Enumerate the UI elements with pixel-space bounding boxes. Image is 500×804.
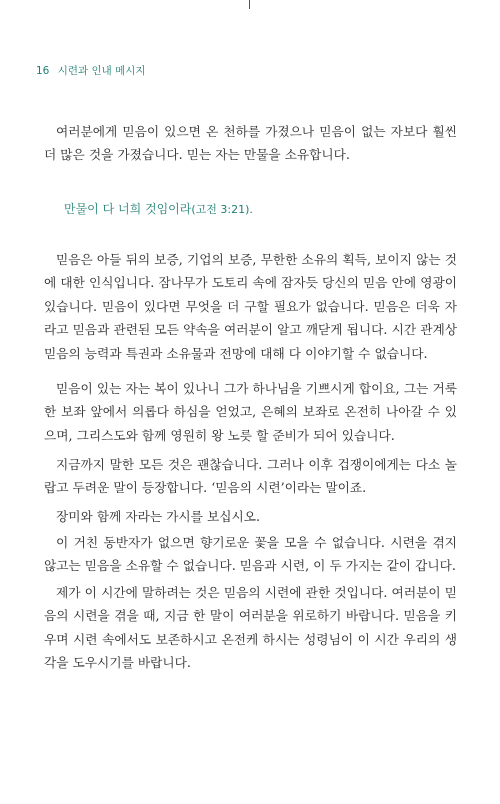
book-title: 시련과 인내 메시지 (57, 65, 146, 77)
paragraph-4: 지금까지 말한 모든 것은 괜찮습니다. 그러나 이후 겁쟁이에게는 다소 놀랍고 두려운 말이 등장합니다. ‘믿음의 시련’이라는 말이죠. (44, 457, 457, 496)
paragraph-6: 이 거친 동반자가 없으면 향기로운 꽃을 모을 수 없습니다. 시련을 겪지 않고는 믿음을 소유할 수 없습니다. 믿음과 시련, 이 두 가지는 같이 갑니다. (44, 535, 457, 574)
paragraph-3: 믿음이 있는 자는 복이 있나니 그가 하나님을 기쁘시게 합이요, 그는 거룩한 보좌 앞에서 의롭다 하심을 얻었고, 은혜의 보좌로 온전히 나아갈 수 있으며, 그리스도와 함께 영원히 왕 노릇 할 준비가 되어 있습니다. (44, 381, 457, 443)
paragraph-1: 여러분에게 믿음이 있으면 온 천하를 가졌으나 믿음이 없는 자보다 훨씬 더 많은 것을 가졌습니다. 믿는 자는 만물을 소유합니다. (44, 124, 457, 163)
scripture-quote (64, 200, 253, 217)
top-center-rule (249, 0, 250, 9)
paragraph-5: 장미와 함께 자라는 가시를 보십시오. (56, 509, 261, 524)
verse-text: 만물이 다 너희 것임이라 (64, 202, 192, 216)
verse-reference: (고전 3:21). (191, 203, 253, 216)
page-number: 16 (36, 65, 50, 77)
paragraph-2: 믿음은 아들 뒤의 보증, 기업의 보증, 무한한 소유의 획득, 보이지 않는 것에 대한 인식입니다. 잠나무가 도토리 속에 잠자듯 당신의 믿음 안에 영광이 있습니다. 믿음이 있다면 무엇을 더 구할 필요가 없습니다. 믿음은 더욱 자라고 믿음과 관련된 모든 약속을 여러분이 알고 깨닫게 됩니다. 시간 관계상 믿음의 능력과 특권과 소유물과 전망에 대해 다 이야기할 수 없습니다. (44, 252, 457, 361)
running-header (36, 63, 146, 78)
paragraph-7: 제가 이 시간에 말하려는 것은 믿음의 시련에 관한 것입니다. 여러분이 믿음의 시련을 겪을 때, 지금 한 말이 여러분을 위로하기 바랍니다. 믿음을 키우며 시련 속에서도 보존하시고 온전케 하시는 성령님이 이 시간 우리의 생각을 도우시기를 바랍니다. (44, 585, 457, 671)
